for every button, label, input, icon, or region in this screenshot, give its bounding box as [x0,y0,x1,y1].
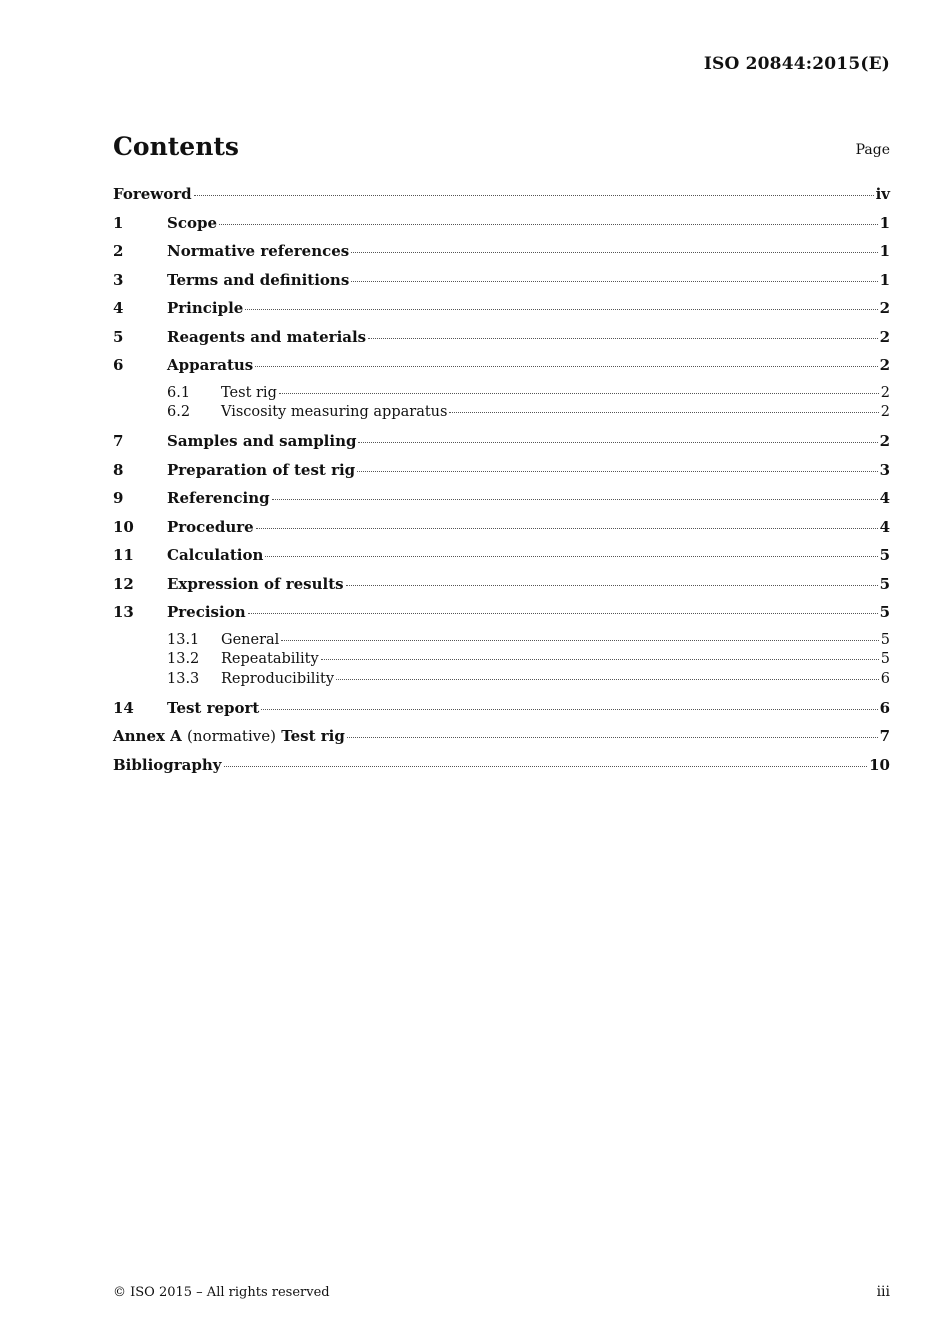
toc-entry-number: 14 [113,698,134,717]
toc-entry-title [221,632,279,648]
dot-leader [357,471,877,472]
toc-entry[interactable] [113,575,890,604]
toc-entry-number: 4 [113,299,124,317]
toc-entry-title-text: Scope [167,213,218,232]
toc-entry-title [167,214,217,232]
dot-leader [351,252,877,253]
toc-entry-title-text: Repeatability [221,651,319,668]
table-of-contents [113,185,890,784]
toc-entry-title-text: Preparation of test rig [167,460,356,479]
toc-entry-number: 6.2 [167,403,191,420]
toc-entry-number: 9 [113,489,124,508]
toc-entry[interactable] [113,356,890,385]
toc-entry-title [221,671,334,687]
toc-entry-page: 1 [879,270,890,289]
toc-entry-page: 2 [880,384,890,401]
toc-entry-title [167,603,246,621]
dot-leader [224,766,868,767]
toc-entry-title [167,546,263,564]
annex-title: Test rig [281,727,345,746]
toc-entry-page: 7 [879,727,890,746]
toc-entry-title-text: Reproducibility [221,670,335,687]
dot-leader [245,309,877,310]
dot-leader [336,679,879,680]
toc-entry-title-text: Terms and definitions [167,270,350,289]
dot-leader [194,195,874,196]
toc-entry[interactable] [113,299,890,328]
dot-leader [351,281,877,282]
dot-leader [279,393,879,394]
dot-leader [368,338,877,339]
toc-entry-page: 2 [879,299,890,317]
toc-entry-number: 7 [113,432,124,451]
toc-entry-number: 13.2 [167,651,200,668]
toc-entry-number: 6.1 [167,384,191,401]
toc-entry-number: 13.1 [167,631,200,648]
toc-entry-page: 2 [879,432,890,451]
dot-leader [449,412,878,413]
toc-entry-title [113,756,222,774]
copyright-notice: © ISO 2015 – All rights reserved [113,1285,330,1300]
toc-entry[interactable] [113,546,890,575]
toc-entry-title-text: Bibliography [113,755,222,774]
toc-entry-title [167,489,270,507]
toc-entry-page: 5 [879,603,890,622]
toc-entry-title [167,242,349,260]
toc-entry-page: 2 [879,356,890,374]
toc-entry-page: 2 [880,403,890,420]
toc-entry-number: 11 [113,546,134,565]
toc-entry-number: 13 [113,603,134,622]
toc-entry-number: 1 [113,213,124,232]
toc-entry[interactable] [113,432,890,461]
toc-entry[interactable] [113,328,890,357]
toc-entry-title-text: Calculation [167,546,264,565]
toc-entry-page: 10 [869,755,890,774]
dot-leader [281,640,878,641]
dot-leader [347,737,878,738]
toc-entry-title-text: Normative references [167,242,350,260]
toc-entry-title-text: Viscosity measuring apparatus [221,403,448,420]
dot-leader [219,224,878,225]
toc-entry-title [221,385,277,401]
page-column-label: Page [855,142,890,158]
dot-leader [255,366,877,367]
toc-entry-page: 1 [879,213,890,232]
toc-entry-title [167,461,355,479]
toc-entry-page: 4 [879,517,890,536]
toc-entry-title-text: Annex A [113,727,182,746]
spacer [113,423,890,432]
toc-entry-title-text: Expression of results [167,574,344,593]
toc-entry[interactable] [113,518,890,547]
toc-entry-page: 2 [879,327,890,346]
toc-entry[interactable] [113,214,890,243]
toc-subentry[interactable] [113,651,890,670]
toc-entry-title-text: Principle [167,299,244,317]
toc-subentry[interactable] [113,404,890,423]
toc-entry-page: 3 [879,460,890,479]
toc-entry-title [167,271,349,289]
toc-entry-title [167,518,254,536]
document-id: ISO 20844:2015(E) [703,54,890,74]
toc-entry-title-text: Precision [167,603,246,622]
toc-entry-title [167,575,344,593]
toc-entry[interactable] [113,185,890,214]
toc-entry-number: 2 [113,242,124,260]
toc-entry-number: 12 [113,574,134,593]
page-title: Contents [113,132,240,161]
toc-entry-number: 6 [113,356,124,374]
toc-entry-title-text: Procedure [167,517,254,536]
toc-entry-title-text: Referencing [167,489,270,508]
toc-entry-title-text: Test report [167,698,260,717]
toc-entry-page: 6 [880,670,890,687]
toc-entry-number: 13.3 [167,670,200,687]
dot-leader [256,528,878,529]
toc-entry-title [167,328,366,346]
toc-entry[interactable] [113,489,890,518]
toc-entry-page: 6 [879,698,890,717]
toc-entry-number: 3 [113,270,124,289]
toc-entry-page: 5 [880,631,890,648]
toc-entry-title-text: Test rig [221,384,277,401]
annex-type: (normative) [187,727,276,746]
spacer [113,690,890,699]
toc-entry-page: 1 [879,242,890,260]
dot-leader [272,499,878,500]
toc-entry-page: 4 [879,489,890,508]
dot-leader [346,585,878,586]
page-number: iii [876,1284,890,1300]
toc-entry-page: 5 [879,546,890,565]
toc-entry[interactable] [113,699,890,728]
toc-entry-number: 8 [113,460,124,479]
toc-entry-number: 5 [113,327,124,346]
toc-entry[interactable] [113,242,890,271]
toc-entry-title-text: General [221,631,280,648]
toc-entry[interactable] [113,756,890,785]
toc-subentry[interactable] [113,671,890,690]
toc-entry-page: 5 [880,651,890,668]
toc-entry[interactable] [113,727,890,756]
toc-entry-page: iv [875,185,890,203]
toc-entry[interactable] [113,271,890,300]
toc-entry-title [113,185,192,203]
toc-entry-title [221,404,447,420]
dot-leader [321,659,879,660]
toc-entry-title [167,432,356,450]
toc-entry-title-text: Samples and sampling [167,432,357,451]
toc-entry-title [167,299,243,317]
dot-leader [265,556,877,557]
toc-entry-number: 10 [113,517,134,536]
toc-entry-title-text: Reagents and materials [167,327,367,346]
toc-entry-title [167,356,253,374]
toc-entry-title [113,727,345,745]
dot-leader [248,613,878,614]
dot-leader [261,709,877,710]
toc-subentry[interactable] [113,632,890,651]
toc-entry[interactable] [113,461,890,490]
toc-entry-title [221,651,319,667]
toc-entry-title [167,699,259,717]
toc-entry-page: 5 [879,574,890,593]
toc-entry[interactable] [113,603,890,632]
dot-leader [358,442,877,443]
toc-subentry[interactable] [113,385,890,404]
toc-entry-title-text: Foreword [113,185,192,203]
toc-entry-title-text: Apparatus [167,356,254,374]
